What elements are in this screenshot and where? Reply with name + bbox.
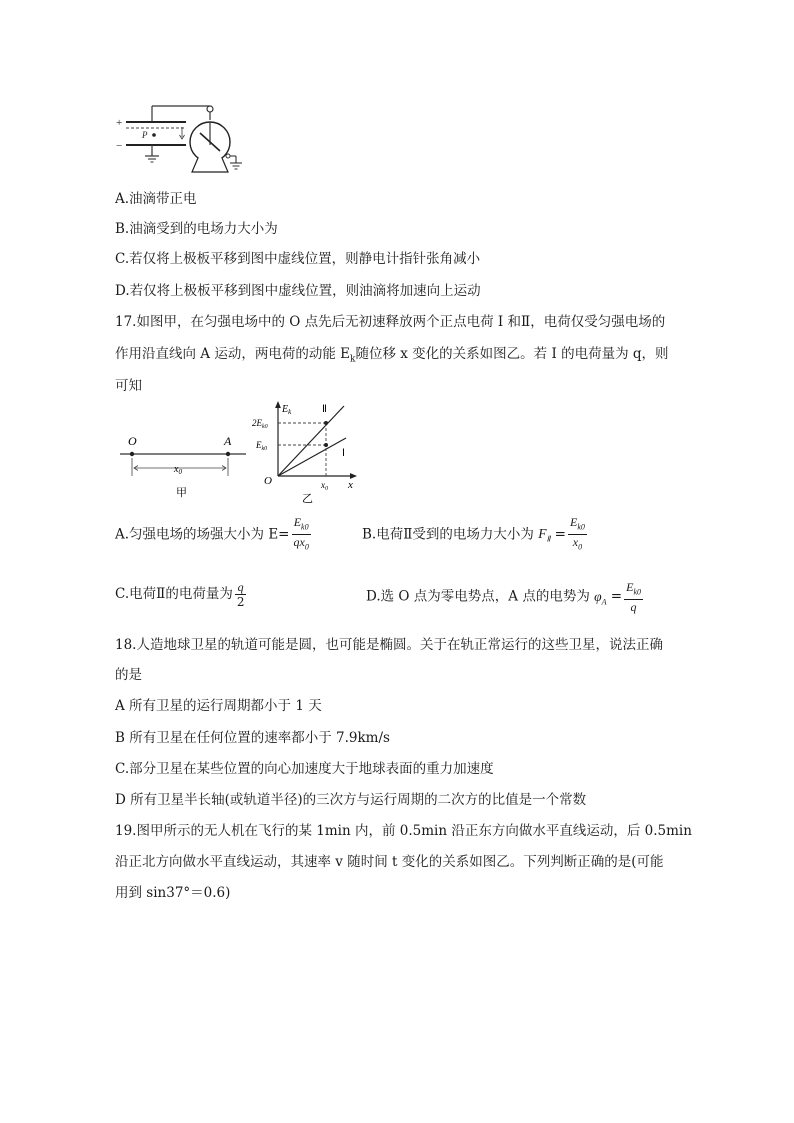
oil-droplet — [152, 133, 156, 137]
figure-jia-caption: 甲 — [176, 487, 187, 499]
q17-stem-line1: 17.如图甲，在匀强电场中的 O 点先后无初速释放两个正点电荷 I 和Ⅱ，电荷仅受匀强电场的 — [115, 314, 666, 330]
q16-option-b: B.油滴受到的电场力大小为 — [115, 221, 278, 237]
tick-2ek0-label: $2E_{k0}$ — [252, 418, 268, 430]
q17-option-a: A.匀强电场的场强大小为 E= $\frac{E_{k0}}{qx_0}$ — [115, 515, 309, 552]
q16-option-d: D.若仅将上极板平移到图中虚线位置，则油滴将加速向上运动 — [115, 283, 481, 299]
q18-stem-line2: 的是 — [115, 667, 142, 683]
droplet-label: P — [142, 130, 148, 140]
line-ii-label: Ⅱ — [322, 404, 327, 415]
q19-stem-line2: 沿正北方向做水平直线运动，其速率 v 随时间 t 变化的关系如图乙。下列判断正确的是(可能 — [115, 854, 664, 870]
plus-label: + — [116, 117, 123, 129]
x-axis-label: x — [348, 479, 353, 491]
capacitor-electrometer-figure — [112, 100, 262, 182]
point-o-label: O — [128, 434, 137, 448]
q17-stem-line3: 可知 — [115, 378, 142, 394]
q17-option-c: C.电荷Ⅱ的电荷量为 $\frac{q}{2}$ — [115, 580, 245, 609]
q17-option-d: D.选 O 点为零电势点，A 点的电势为 $\varphi_A$ = $\frac{E_{k0}}{q}$ — [366, 580, 641, 615]
q18-option-a: A 所有卫星的运行周期都小于 1 天 — [115, 698, 322, 714]
q17-stem-line2: 作用沿直线向 A 运动，两电荷的动能 $E_k$随位移 x 变化的关系如图乙。若 I 的电荷量为 q，则 — [115, 346, 669, 365]
q18-stem-line1: 18.人造地球卫星的轨道可能是圆，也可能是椭圆。关于在轨正常运行的这些卫星，说法正确 — [115, 637, 663, 653]
q19-stem-line1: 19.图甲所示的无人机在飞行的某 1min 内，前 0.5min 沿正东方向做水平直线运动，后 0.5min — [115, 823, 692, 839]
distance-x0-label: $x_0$ — [174, 464, 182, 476]
line-i — [278, 438, 346, 476]
line-ii — [278, 406, 344, 476]
figure-jia — [118, 420, 250, 504]
figure-yi — [248, 398, 364, 508]
q16-option-a: A.油滴带正电 — [115, 191, 197, 207]
q18-option-d: D 所有卫星半长轴(或轨道半径)的三次方与运行周期的二次方的比值是一个常数 — [115, 792, 587, 808]
q18-option-c: C.部分卫星在某些位置的向心加速度大于地球表面的重力加速度 — [115, 761, 494, 777]
line-i-label: Ⅰ — [342, 448, 345, 459]
minus-label: − — [116, 140, 123, 152]
tick-x0-label: $x_0$ — [321, 480, 328, 492]
q19-stem-line3: 用到 sin37°＝0.6) — [115, 885, 231, 901]
q17-option-b: B.电荷Ⅱ受到的电场力大小为 $F_Ⅱ$ = $\frac{E_{k0}}{x_0}$ — [362, 515, 585, 552]
q16-option-c: C.若仅将上极板平移到图中虚线位置，则静电计指针张角减小 — [115, 251, 481, 267]
tick-ek0-label: $E_{k0}$ — [256, 440, 268, 452]
point-a-label: A — [224, 434, 232, 448]
q18-option-b: B 所有卫星在任何位置的速率都小于 7.9km/s — [115, 730, 390, 746]
ek-axis-label: $E_k$ — [282, 404, 292, 416]
figure-yi-caption: 乙 — [302, 493, 313, 505]
origin-label: O — [264, 475, 272, 487]
